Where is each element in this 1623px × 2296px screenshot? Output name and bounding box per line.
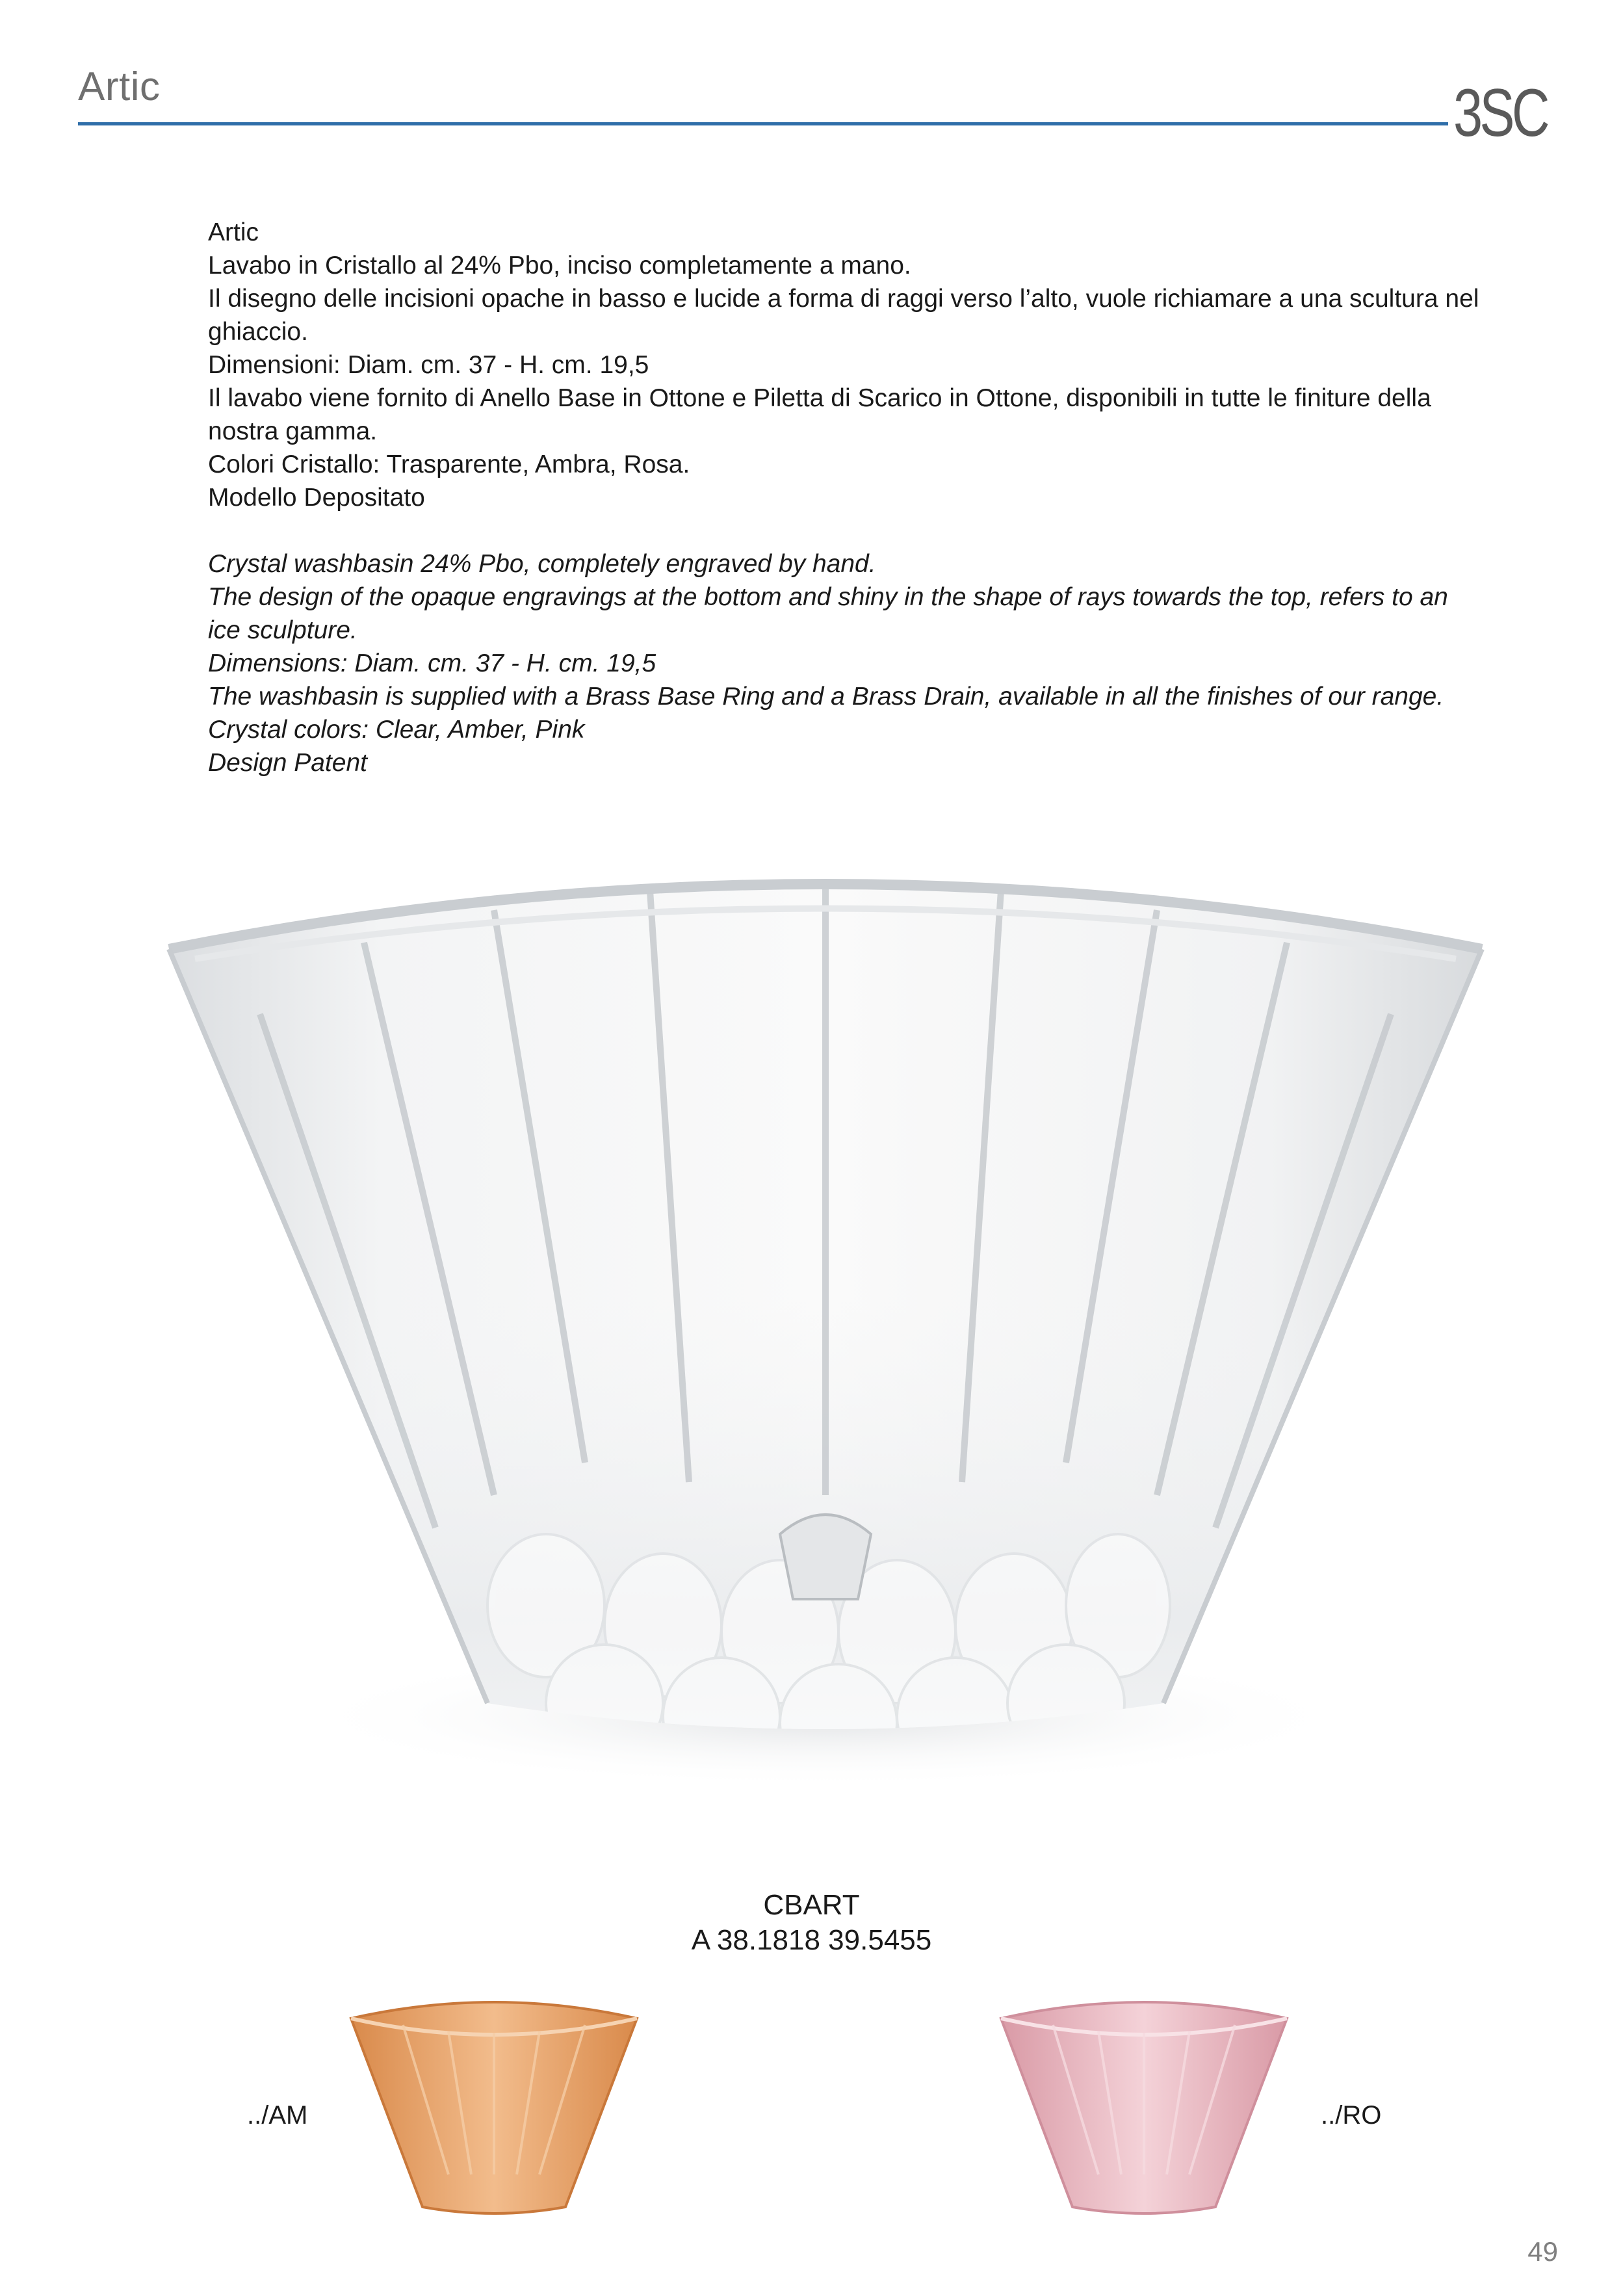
variant-label-amber: ../AM (247, 2101, 308, 2130)
page-number: 49 (1527, 2236, 1558, 2267)
description-it-line: Il disegno delle incisioni opache in basso e lucide a forma di raggi verso l’alto, vuole richiamare a una scultura nel ghiaccio. (208, 285, 1479, 346)
description-en-line: The washbasin is supplied with a Brass Base Ring and a Brass Drain, available in all the finishes of our range. (208, 683, 1444, 711)
variant-photo-pink (988, 1979, 1300, 2239)
description-it-line: Il lavabo viene fornito di Anello Base in Ottone e Piletta di Scarico in Ottone, disponibili in tutte le finiture della nostra gamma. (208, 384, 1431, 445)
description-en-line: Crystal colors: Clear, Amber, Pink (208, 716, 585, 744)
description-en-line: The design of the opaque engravings at the bottom and shiny in the shape of rays towards the top, refers to an ice sculpture. (208, 583, 1448, 644)
description-en-line: Design Patent (208, 749, 367, 777)
page-title: Artic (78, 64, 161, 109)
product-price: A 38.1818 39.5455 (691, 1924, 932, 1956)
description-it-line: Lavabo in Cristallo al 24% Pbo, inciso completamente a mano. (208, 252, 911, 280)
product-code-block (0, 1888, 1623, 1958)
header-divider (78, 122, 1448, 125)
product-code: CBART (763, 1889, 860, 1921)
product-name: Artic (208, 218, 259, 246)
description-it-line: Modello Depositato (208, 484, 425, 512)
description-en-line: Dimensions: Diam. cm. 37 - H. cm. 19,5 (208, 649, 656, 677)
description-it-line: Dimensioni: Diam. cm. 37 - H. cm. 19,5 (208, 351, 649, 379)
main-product-photo (130, 845, 1521, 1833)
product-description (208, 216, 1482, 779)
description-en-line: Crystal washbasin 24% Pbo, completely engraved by hand. (208, 550, 876, 578)
description-it-line: Colori Cristallo: Trasparente, Ambra, Rosa. (208, 450, 690, 478)
paragraph-gap (208, 514, 1482, 547)
variant-photo-amber (338, 1979, 650, 2239)
brand-logo: 3SC (1453, 75, 1547, 151)
variant-label-pink: ../RO (1321, 2101, 1382, 2130)
